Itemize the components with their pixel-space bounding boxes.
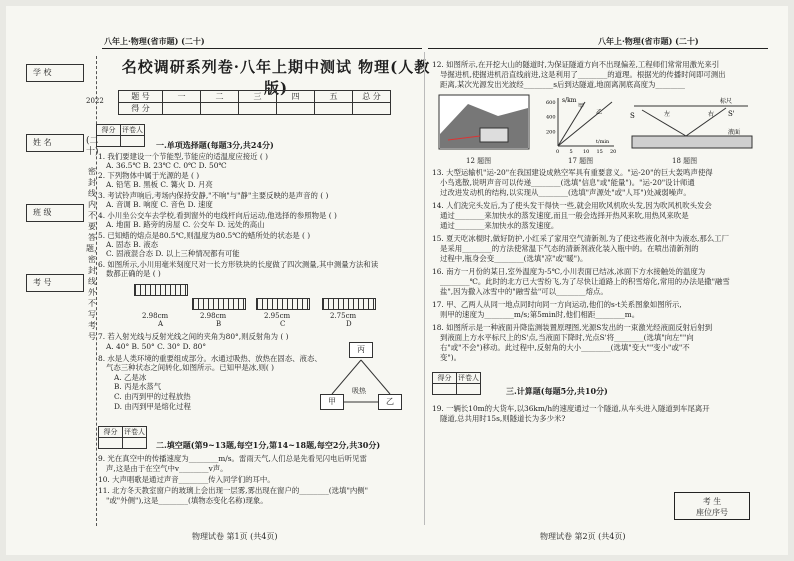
state-top-box: 丙 [349, 342, 373, 358]
question-text: 距离,某次光源发出光波经________s后到达隧道,地面离洞底高度为________ [440, 80, 685, 89]
question-text: 是采用________的方法使常温下气态的清新剂液化装入瓶中的。在喷出清新剂的 [440, 244, 699, 253]
state-right-box: 乙 [378, 394, 402, 410]
grader-box-3 [432, 372, 481, 395]
score-row-label: 得 分 [119, 103, 163, 115]
score-header-total: 总 分 [353, 91, 391, 103]
liquid-level-figure [628, 96, 756, 150]
ruler-figure [192, 298, 246, 310]
question-text: 过改进发动机的结构,以实现从________(选填"声源处"或"人耳")处减弱噪声。 [440, 188, 691, 197]
question-text: 4. 小川坐公交车去学校,看到窗外的电线杆向后运动,他选择的参照物是 ( ) [98, 211, 337, 220]
ruler-reading: 2.98cm [142, 312, 169, 320]
question-text: 则甲的速度为________m/s;第5min时,他们相距________m。 [440, 310, 640, 319]
question-text: 3. 考试铃声响后,考场内保持安静,"不响"与"静"主要反映的是声音的 ( ) [98, 191, 329, 200]
seat-number-box[interactable] [674, 492, 750, 520]
grader-cell[interactable] [99, 438, 123, 449]
question-text: "或"外侧"),这是________(填物态变化名称)现象。 [106, 496, 268, 505]
grader-name: 评卷人 [458, 374, 479, 382]
fig18-source: S [630, 112, 635, 120]
fig18-image: S' [728, 110, 735, 118]
question-text: 8. 水是人类环境的重要组成部分。水通过吸热、放热在固态、液态、 [98, 354, 322, 363]
series-label-jia: 甲 [578, 103, 585, 110]
question-text: 19. 一辆长10m的大货车,以36km/h的速度通过一个隧道,从车头进入隧道到车尾离开 [432, 404, 710, 413]
question-options: A. 地面 B. 路旁的房屋 C. 公交车 D. 远处的高山 [106, 220, 265, 229]
seat-label: 座位序号 [696, 508, 728, 517]
x-tick-label: 15 [596, 149, 603, 154]
ruler-figure [322, 298, 376, 310]
grader-cell[interactable] [121, 136, 145, 147]
figure-caption: 12 题图 [466, 157, 492, 165]
score-cell[interactable] [201, 103, 239, 115]
question-text: 15. 夏天吃冰棍时,做好防护,小红采了家用空气清新剂,为了使这些液化剂中为液态,那么工厂 [432, 234, 729, 243]
ruler-reading: 2.75cm [330, 312, 357, 320]
question-text: 气态三种状态之间转化,如图所示。已知甲是冰,则( ) [106, 363, 275, 372]
fig18-left: 左 [664, 111, 671, 118]
state-left-box: 甲 [320, 394, 344, 410]
question-text: 6. 如图所示,小川用毫米刻度尺对一长方形铁块的长度做了四次测量,其中测量方法和读 [98, 260, 379, 269]
question-text: 到液面上方水平标尺上的S'点,当液面下降时,光点S'将________(选填"向左""向 [440, 333, 694, 342]
boring-machine [480, 128, 508, 142]
question-options: A. 36.5℃ B. 23℃ C. 0℃ D. 50℃ [106, 161, 227, 170]
section-2-heading: 二.填空题(第9~13题,每空1分,第14~18题,每空2分,共30分) [156, 440, 381, 450]
fig18-ruler: 标尺 [720, 98, 733, 105]
question-text: 盐",因为撒入冰雪中的"融雪盐"可以________熔点。 [440, 287, 608, 296]
question-text: 17. 甲、乙两人从同一地点同时向同一方向运动,他们的s-t关系图象如图所示, [432, 300, 682, 309]
grader-score: 得分 [433, 373, 457, 384]
grader-score: 得分 [97, 125, 121, 136]
school-field[interactable]: 学 校 [26, 64, 84, 82]
question-options: A. 铅笔 B. 黑板 C. 篝火 D. 月亮 [106, 180, 213, 189]
question-options: D. 由丙到甲是熔化过程 [114, 402, 191, 411]
st-graph [546, 94, 616, 154]
ruler-option: C [280, 320, 286, 328]
question-options: C. 由丙到甲的过程放热 [114, 392, 191, 401]
page-header-left: 八年上·物理(省市题) (二十) [104, 36, 205, 46]
question-options: A. 40° B. 50° C. 30° D. 80° [106, 342, 207, 351]
class-field[interactable]: 班 级 [26, 204, 84, 222]
question-text: 5. 已知蜡的熔点是80.5℃,则温度为80.5℃的蜡所处的状态是 ( ) [98, 231, 311, 240]
ruler-option: D [346, 320, 352, 328]
grader-cell[interactable] [123, 438, 147, 449]
x-tick-label: 0 [556, 149, 560, 154]
year-label: 2022 [86, 97, 104, 105]
graph-xlabel: t/min [596, 139, 610, 145]
question-text: 2. 下列物体中属于光源的是 ( ) [98, 171, 200, 180]
grader-cell[interactable] [97, 136, 121, 147]
question-text: 数都正确的是 ( ) [106, 269, 161, 278]
question-text: 13. 大型运输机"运-20"在我国建设成熟空军具有重要意义。"运-20"的巨大轰鸣声使得 [432, 168, 713, 177]
x-tick-label: 20 [610, 149, 616, 154]
binding-column [26, 56, 104, 526]
liquid-surface [632, 136, 752, 148]
page-header-right: 八年上·物理(省市题) (二十) [598, 36, 699, 46]
question-options: A. 固态 B. 液态 [106, 240, 159, 249]
score-header-1: 一 [163, 91, 201, 103]
grader-box-1 [96, 124, 145, 147]
grader-cell[interactable] [457, 384, 481, 395]
graph-ylabel: s/km [562, 97, 577, 104]
header-rule-left [102, 48, 422, 49]
footer-page-1: 物理试卷 第1页 (共4页) [192, 532, 278, 541]
x-tick-label: 10 [583, 149, 590, 154]
y-tick-label: 400 [546, 114, 556, 121]
question-text: ________℃。此时的北方已大雪纷飞,为了尽快让道路上的积雪熔化,常用的办法是撒"融雪 [440, 277, 730, 286]
question-options: B. 丙是水蒸气 [114, 382, 162, 391]
seal-notice: 密封线内不要答题，密封线外不写考号 [86, 167, 102, 341]
question-text: 通过________来加快水的蒸发速度。 [440, 221, 559, 230]
question-text: 变")。 [440, 353, 462, 362]
seat-label: 考 生 [702, 497, 722, 506]
answer-area[interactable] [440, 426, 760, 486]
section-1-heading: 一.单项选择题(每题3分,共24分) [156, 140, 274, 150]
score-header-5: 五 [315, 91, 353, 103]
score-cell[interactable] [277, 103, 315, 115]
reflected-ray [686, 108, 726, 136]
figure-caption: 17 题图 [568, 157, 594, 165]
question-text: 10. 大声唱歌是通过声音________传入同学们的耳中。 [98, 475, 275, 484]
grader-cell[interactable] [433, 384, 457, 395]
score-cell[interactable] [239, 103, 277, 115]
ruler-option: A [158, 320, 164, 328]
section-3-heading: 三.计算题(每题5分,共10分) [506, 386, 608, 396]
grader-box-2 [98, 426, 147, 449]
question-text: 12. 如图所示,在开挖大山的隧道时,为保证隧道方向不出现偏差,工程师们常常用激光来引 [432, 60, 720, 69]
exam-sheet [6, 6, 788, 555]
tunnel-figure [438, 94, 530, 150]
exam-title: 名校调研系列卷·八年上期中测试 物理(人教版) [121, 58, 431, 97]
grader-name: 评卷人 [122, 126, 143, 134]
score-header-3: 三 [239, 91, 277, 103]
y-tick-label: 600 [546, 100, 556, 106]
grader-name: 评卷人 [124, 428, 145, 436]
question-text: 声,这是由于在空气中v________v声。 [106, 464, 228, 473]
score-cell[interactable] [163, 103, 201, 115]
ruler-figure [134, 284, 188, 296]
score-header-4: 四 [277, 91, 315, 103]
header-rule-right [428, 48, 768, 49]
ruler-figure [256, 298, 310, 310]
question-text: 11. 北方冬天教室窗户的玻璃上会出现一层雾,雾出现在窗户的________(选填"内侧" [98, 486, 369, 495]
exam-number-field[interactable]: 考 号 [26, 274, 84, 292]
question-text: 1. 我们要建设一个节能型,节能应的适温度应接近 ( ) [98, 152, 269, 161]
score-header-label: 题 号 [119, 91, 163, 103]
score-cell[interactable] [353, 103, 391, 115]
name-field[interactable]: 姓 名 [26, 134, 84, 152]
fig18-surface: 液面 [728, 129, 741, 136]
figure-caption: 18 题图 [672, 157, 698, 165]
question-text: 导掘进机,使掘进机沿直线前进,这是利用了________的道理。根据光的传播时间即可测出 [440, 70, 726, 79]
question-options: A. 音调 B. 响度 C. 音色 D. 速度 [106, 200, 213, 209]
cycle-arrow-label: 吸热 [352, 387, 366, 395]
question-text: 过程中,瓶身会变________(选填"凉"或"暖")。 [440, 254, 588, 263]
footer-page-2: 物理试卷 第2页 (共4页) [540, 532, 626, 541]
series-label-yi: 乙 [596, 109, 603, 116]
question-text: 7. 若入射光线与反射光线之间的夹角为80°,则反射角为 ( ) [98, 332, 289, 341]
score-cell[interactable] [315, 103, 353, 115]
fig18-right: 右 [708, 111, 715, 118]
question-text: 右"或"不会")移动。此过程中,反射角的大小________(选填"变大""变小"或"不 [440, 343, 690, 352]
score-table [118, 90, 391, 115]
question-text: 隧道,总共用时15s,则隧道长为多少米? [440, 414, 566, 423]
x-tick-label: 5 [569, 149, 573, 154]
ruler-reading: 2.98cm [200, 312, 227, 320]
question-text: 14. 人们洗完头发后,为了使头发干得快一些,就会用吹风机吹头发,因为吹风机吹头发会 [432, 201, 712, 210]
series-label: (二十) [86, 136, 99, 157]
page-divider [424, 52, 425, 525]
grader-score: 得分 [99, 427, 123, 438]
question-text: 小鸟逃散,说明声音可以传递________(选填"信息"或"能量")。"运-20"设计师通 [440, 178, 695, 187]
question-options: C. 固液混合态 D. 以上三种情况都有可能 [106, 249, 240, 258]
question-text: 通过________来加快水的蒸发速度,而且一般会选择开热风来吹,用热风来吹是 [440, 211, 689, 220]
score-header-2: 二 [201, 91, 239, 103]
question-text: 18. 如图所示是一种液面升降监测装置原理图,光源S发出的一束激光经液面反射后射到 [432, 323, 713, 332]
y-tick-label: 200 [546, 129, 556, 136]
ruler-option: B [216, 320, 222, 328]
question-text: 9. 光在真空中的传播速度为________m/s。雷雨天气,人们总是先看见闪电后听见雷 [98, 454, 367, 463]
question-options: A. 乙是冰 [114, 373, 147, 382]
question-text: 16. 南方一月份的某日,室外温度为-5℃,小川表面已结冰,冰面下方水接触处的温度为 [432, 267, 706, 276]
ruler-reading: 2.95cm [264, 312, 291, 320]
